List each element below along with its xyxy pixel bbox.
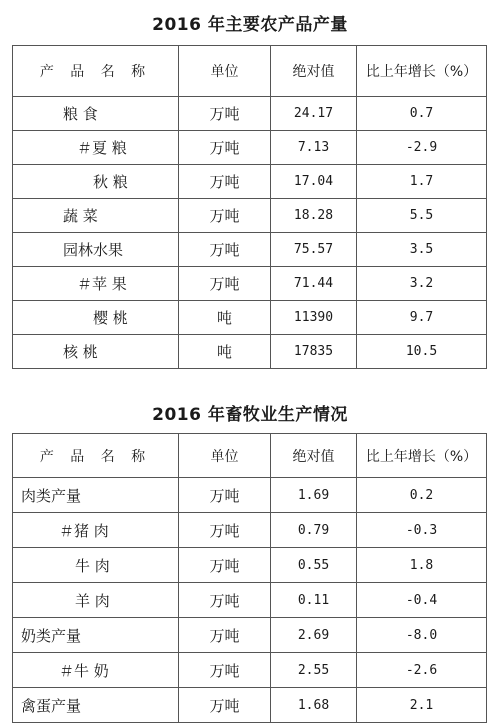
value-cell: 71.44 [271, 267, 357, 301]
header-unit: 单位 [179, 46, 271, 97]
product-name: ＃猪 肉 [13, 513, 179, 548]
unit-cell: 万吨 [179, 688, 271, 723]
product-name: 秋 粮 [13, 165, 179, 199]
unit-cell: 吨 [179, 301, 271, 335]
product-name: 奶类产量 [13, 618, 179, 653]
growth-cell: -0.3 [357, 513, 487, 548]
table-row [13, 618, 487, 653]
unit-cell: 万吨 [179, 233, 271, 267]
growth-cell: 1.8 [357, 548, 487, 583]
growth-cell: 0.7 [357, 97, 487, 131]
table-row [13, 513, 487, 548]
product-name: 羊 肉 [13, 583, 179, 618]
value-cell: 2.69 [271, 618, 357, 653]
unit-cell: 万吨 [179, 583, 271, 618]
unit-cell: 万吨 [179, 478, 271, 513]
table-row [13, 688, 487, 723]
growth-cell: -0.4 [357, 583, 487, 618]
product-name: ＃夏 粮 [13, 131, 179, 165]
table-row [13, 653, 487, 688]
product-name: 园林水果 [13, 233, 179, 267]
product-name: 牛 肉 [13, 548, 179, 583]
growth-cell: 3.5 [357, 233, 487, 267]
value-cell: 18.28 [271, 199, 357, 233]
unit-cell: 万吨 [179, 267, 271, 301]
unit-cell: 万吨 [179, 199, 271, 233]
table-row [13, 97, 487, 131]
growth-cell: 3.2 [357, 267, 487, 301]
growth-cell: 2.1 [357, 688, 487, 723]
unit-cell: 万吨 [179, 653, 271, 688]
product-name: ＃牛 奶 [13, 653, 179, 688]
growth-cell: 9.7 [357, 301, 487, 335]
value-cell: 0.55 [271, 548, 357, 583]
livestock-production-table [12, 433, 487, 723]
growth-cell: 1.7 [357, 165, 487, 199]
growth-cell: 5.5 [357, 199, 487, 233]
table2-title: 2016 年畜牧业生产情况 [152, 405, 348, 425]
unit-cell: 万吨 [179, 131, 271, 165]
growth-cell: 0.2 [357, 478, 487, 513]
value-cell: 17835 [271, 335, 357, 369]
table-row [13, 301, 487, 335]
value-cell: 17.04 [271, 165, 357, 199]
table-row [13, 165, 487, 199]
product-name: ＃苹 果 [13, 267, 179, 301]
table-row [13, 131, 487, 165]
product-name: 肉类产量 [13, 478, 179, 513]
table-row [13, 267, 487, 301]
value-cell: 24.17 [271, 97, 357, 131]
product-name: 禽蛋产量 [13, 688, 179, 723]
unit-cell: 万吨 [179, 513, 271, 548]
header-growth: 比上年增长（%） [357, 46, 487, 97]
table-row [13, 478, 487, 513]
table-header-row [13, 46, 487, 97]
value-cell: 1.68 [271, 688, 357, 723]
product-name: 粮 食 [13, 97, 179, 131]
table-header-row [13, 434, 487, 478]
value-cell: 0.79 [271, 513, 357, 548]
growth-cell: -8.0 [357, 618, 487, 653]
header-product-name: 产 品 名 称 [13, 434, 179, 478]
unit-cell: 万吨 [179, 618, 271, 653]
unit-cell: 万吨 [179, 548, 271, 583]
value-cell: 7.13 [271, 131, 357, 165]
unit-cell: 万吨 [179, 165, 271, 199]
growth-cell: -2.6 [357, 653, 487, 688]
header-growth: 比上年增长（%） [357, 434, 487, 478]
value-cell: 2.55 [271, 653, 357, 688]
growth-cell: -2.9 [357, 131, 487, 165]
product-name: 蔬 菜 [13, 199, 179, 233]
table-row [13, 199, 487, 233]
header-product-name: 产 品 名 称 [13, 46, 179, 97]
unit-cell: 吨 [179, 335, 271, 369]
crop-production-table [12, 45, 487, 369]
value-cell: 11390 [271, 301, 357, 335]
table-row [13, 233, 487, 267]
growth-cell: 10.5 [357, 335, 487, 369]
value-cell: 75.57 [271, 233, 357, 267]
table-row [13, 335, 487, 369]
header-unit: 单位 [179, 434, 271, 478]
product-name: 樱 桃 [13, 301, 179, 335]
table1-title: 2016 年主要农产品产量 [152, 15, 348, 35]
header-value: 绝对值 [271, 46, 357, 97]
header-value: 绝对值 [271, 434, 357, 478]
unit-cell: 万吨 [179, 97, 271, 131]
value-cell: 1.69 [271, 478, 357, 513]
table-row [13, 583, 487, 618]
product-name: 核 桃 [13, 335, 179, 369]
value-cell: 0.11 [271, 583, 357, 618]
table-row [13, 548, 487, 583]
